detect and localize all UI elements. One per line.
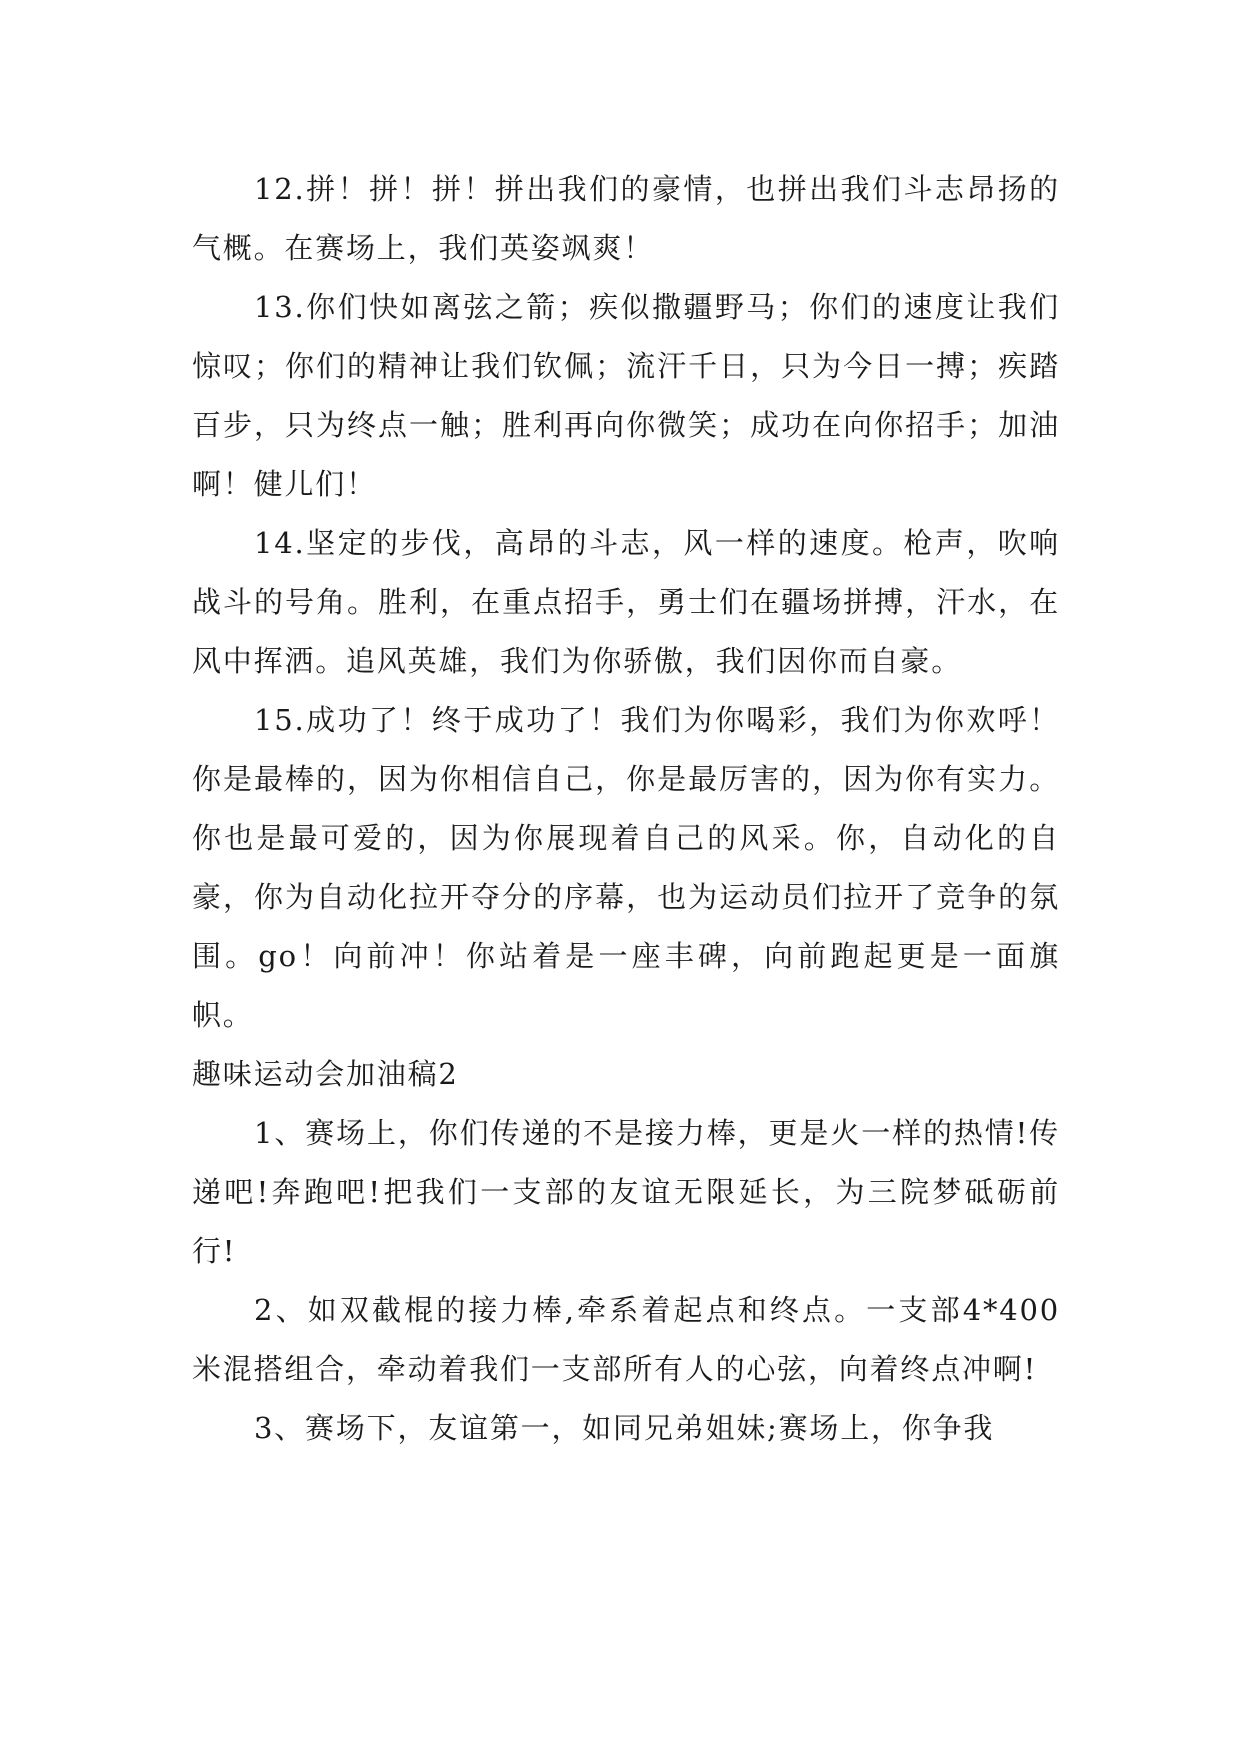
section-heading: 趣味运动会加油稿2	[192, 1057, 459, 1091]
paragraph-14: 14.坚定的步伐，高昂的斗志，风一样的速度。枪声，吹响战斗的号角。胜利，在重点招手，勇士们在疆场拼搏，汗水，在风中挥洒。追风英雄，我们为你骄傲，我们因你而自豪。	[192, 526, 1060, 678]
paragraph-1: 1、赛场上，你们传递的不是接力棒，更是火一样的热情!传递吧!奔跑吧!把我们一支部的友谊无限延长，为三院梦砥砺前行!	[192, 1116, 1060, 1268]
paragraph-3: 3、赛场下，友谊第一，如同兄弟姐妹;赛场上，你争我	[254, 1411, 995, 1445]
paragraph-2: 2、如双截棍的接力棒,牵系着起点和终点。一支部4*400米混搭组合，牵动着我们一支部所有人的心弦，向着终点冲啊!	[192, 1293, 1060, 1386]
paragraph-13: 13.你们快如离弦之箭；疾似撒疆野马；你们的速度让我们惊叹；你们的精神让我们钦佩；流汗千日，只为今日一搏；疾踏百步，只为终点一触；胜利再向你微笑；成功在向你招手；加油啊！健儿们！	[192, 290, 1060, 501]
paragraph-12: 12.拼！拼！拼！拼出我们的豪情，也拼出我们斗志昂扬的气概。在赛场上，我们英姿飒爽！	[192, 172, 1060, 265]
document-body	[192, 160, 1060, 1458]
paragraph-15: 15.成功了！终于成功了！我们为你喝彩，我们为你欢呼！你是最棒的，因为你相信自己，你是最厉害的，因为你有实力。你也是最可爱的，因为你展现着自己的风采。你，自动化的自豪，你为自动化拉开夺分的序幕，也为运动员们拉开了竞争的氛围。go！向前冲！你站着是一座丰碑，向前跑起更是一面旗帜。	[192, 703, 1060, 1032]
